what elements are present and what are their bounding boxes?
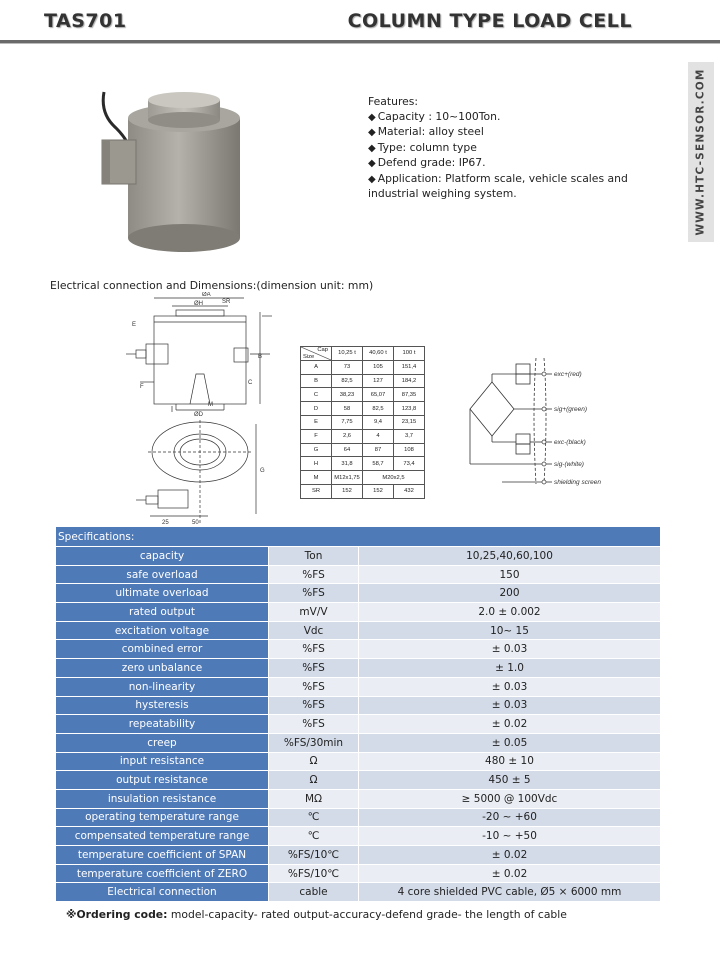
spec-unit: %FS/10℃ bbox=[269, 864, 359, 883]
spec-name: input resistance bbox=[56, 752, 269, 771]
spec-row bbox=[56, 883, 661, 902]
spec-value: ± 0.02 bbox=[359, 846, 661, 865]
spec-name: operating temperature range bbox=[56, 808, 269, 827]
spec-value: -20 ~ +60 bbox=[359, 808, 661, 827]
spec-row bbox=[56, 677, 661, 696]
features-title: Features: bbox=[368, 95, 419, 108]
spec-unit: %FS bbox=[269, 640, 359, 659]
spec-unit: %FS bbox=[269, 677, 359, 696]
spec-row bbox=[56, 827, 661, 846]
dim-row: G 64 87 108 bbox=[301, 443, 425, 457]
spec-value: 10,25,40,60,100 bbox=[359, 547, 661, 566]
spec-value: ± 0.03 bbox=[359, 696, 661, 715]
spec-value: 150 bbox=[359, 565, 661, 584]
spec-row bbox=[56, 659, 661, 678]
ordering-code bbox=[66, 908, 567, 921]
side-url-panel bbox=[688, 62, 714, 242]
spec-name: temperature coefficient of ZERO bbox=[56, 864, 269, 883]
dimension-drawing bbox=[110, 292, 285, 526]
header-divider bbox=[0, 40, 720, 44]
dim-row: B 82,5 127 184,2 bbox=[301, 374, 425, 388]
features-block bbox=[368, 95, 668, 202]
dim-row: M M12x1,75 M20x2,5 bbox=[301, 471, 425, 485]
dim-col-header: 100 t bbox=[394, 347, 425, 361]
dim-row: H 31,8 58,7 73,4 bbox=[301, 457, 425, 471]
wire-label-sig-neg: sig-(white) bbox=[554, 461, 584, 468]
spec-row bbox=[56, 846, 661, 865]
spec-name: rated output bbox=[56, 603, 269, 622]
spec-name: ultimate overload bbox=[56, 584, 269, 603]
spec-name: insulation resistance bbox=[56, 789, 269, 808]
dim-label-e: E bbox=[132, 322, 137, 328]
specifications-table bbox=[55, 526, 661, 902]
spec-value: ± 0.05 bbox=[359, 733, 661, 752]
spec-row bbox=[56, 621, 661, 640]
spec-unit: %FS bbox=[269, 584, 359, 603]
wire-label-shield: shielding screen bbox=[554, 479, 601, 486]
spec-unit: Ω bbox=[269, 752, 359, 771]
spec-row bbox=[56, 584, 661, 603]
feature-type: ◆ Type: column type bbox=[368, 141, 668, 157]
ordering-text: model-capacity- rated output-accuracy-defend grade- the length of cable bbox=[167, 908, 567, 921]
dim-label-m: M bbox=[208, 402, 213, 408]
dimension-table bbox=[300, 346, 425, 499]
feature-material: ◆ Material: alloy steel bbox=[368, 125, 668, 141]
spec-value: ± 0.03 bbox=[359, 640, 661, 659]
spec-unit: %FS bbox=[269, 659, 359, 678]
spec-unit: ℃ bbox=[269, 808, 359, 827]
spec-value: 200 bbox=[359, 584, 661, 603]
dim-label-25: 25 bbox=[162, 520, 169, 526]
spec-value: ≥ 5000 @ 100Vdc bbox=[359, 789, 661, 808]
dim-col-header: 10,25 t bbox=[332, 347, 363, 361]
spec-unit: %FS/10℃ bbox=[269, 846, 359, 865]
spec-row bbox=[56, 603, 661, 622]
spec-row bbox=[56, 640, 661, 659]
spec-header-row bbox=[56, 527, 661, 547]
dim-label-sr: SR bbox=[222, 299, 231, 305]
wire-label-exc-neg: exc-(black) bbox=[554, 439, 586, 446]
spec-name: combined error bbox=[56, 640, 269, 659]
model-title: TAS701 bbox=[44, 10, 127, 32]
spec-unit: Ω bbox=[269, 771, 359, 790]
spec-row bbox=[56, 771, 661, 790]
spec-unit: %FS bbox=[269, 565, 359, 584]
dim-label-f: F bbox=[140, 384, 144, 390]
dim-col-header: 40,60 t bbox=[363, 347, 394, 361]
spec-unit: Ton bbox=[269, 547, 359, 566]
dim-row: C 38,23 65,07 87,35 bbox=[301, 388, 425, 402]
spec-value: 480 ± 10 bbox=[359, 752, 661, 771]
spec-value: 450 ± 5 bbox=[359, 771, 661, 790]
spec-name: temperature coefficient of SPAN bbox=[56, 846, 269, 865]
spec-value: ± 0.03 bbox=[359, 677, 661, 696]
spec-name: compensated temperature range bbox=[56, 827, 269, 846]
load-cell-photo bbox=[82, 84, 252, 254]
spec-name: hysteresis bbox=[56, 696, 269, 715]
feature-capacity: ◆ Capacity : 10~100Ton. bbox=[368, 110, 668, 126]
spec-name: non-linearity bbox=[56, 677, 269, 696]
website-url: WWW.HTC-SENSOR.COM bbox=[695, 68, 707, 236]
dim-table-corner: Cap Size bbox=[301, 347, 332, 361]
dim-label-h: ØH bbox=[194, 301, 203, 307]
product-title: COLUMN TYPE LOAD CELL bbox=[347, 10, 632, 32]
spec-unit: %FS bbox=[269, 715, 359, 734]
dim-row: A 73 105 151,4 bbox=[301, 360, 425, 374]
spec-row bbox=[56, 715, 661, 734]
wire-label-sig-pos: sig+(green) bbox=[554, 406, 588, 413]
spec-name: Electrical connection bbox=[56, 883, 269, 902]
spec-name: repeatability bbox=[56, 715, 269, 734]
spec-value: ± 0.02 bbox=[359, 864, 661, 883]
spec-name: capacity bbox=[56, 547, 269, 566]
dim-row: D 58 82,5 123,8 bbox=[301, 402, 425, 416]
spec-name: safe overload bbox=[56, 565, 269, 584]
dim-row: E 7,75 9,4 23,15 bbox=[301, 415, 425, 429]
spec-value: ± 0.02 bbox=[359, 715, 661, 734]
dim-label-g: G bbox=[260, 468, 265, 474]
spec-name: excitation voltage bbox=[56, 621, 269, 640]
spec-value: 2.0 ± 0.002 bbox=[359, 603, 661, 622]
spec-row bbox=[56, 752, 661, 771]
spec-unit: %FS/30min bbox=[269, 733, 359, 752]
spec-value: 4 core shielded PVC cable, Ø5 × 6000 mm bbox=[359, 883, 661, 902]
spec-row bbox=[56, 864, 661, 883]
dim-row: SR 152 152 432 bbox=[301, 484, 425, 498]
dim-label-50: 50 bbox=[192, 520, 199, 526]
spec-unit: mV/V bbox=[269, 603, 359, 622]
spec-row bbox=[56, 789, 661, 808]
dim-label-a: ØA bbox=[202, 292, 211, 298]
spec-unit: cable bbox=[269, 883, 359, 902]
spec-row bbox=[56, 696, 661, 715]
spec-row bbox=[56, 565, 661, 584]
dim-label-b: B bbox=[258, 354, 263, 360]
wire-label-exc-pos: exc+(red) bbox=[554, 371, 582, 378]
dim-row: F 2,6 4 3,7 bbox=[301, 429, 425, 443]
spec-row bbox=[56, 808, 661, 827]
spec-name: output resistance bbox=[56, 771, 269, 790]
spec-name: creep bbox=[56, 733, 269, 752]
dim-table-header bbox=[301, 347, 425, 361]
spec-unit: ℃ bbox=[269, 827, 359, 846]
spec-value: -10 ~ +50 bbox=[359, 827, 661, 846]
spec-row bbox=[56, 733, 661, 752]
spec-unit: Vdc bbox=[269, 621, 359, 640]
spec-header: Specifications: bbox=[56, 527, 661, 547]
dim-label-d: ØD bbox=[194, 412, 203, 418]
spec-name: zero unbalance bbox=[56, 659, 269, 678]
spec-unit: %FS bbox=[269, 696, 359, 715]
ordering-label: ※Ordering code: bbox=[66, 908, 168, 921]
wiring-diagram bbox=[462, 352, 642, 492]
feature-defend-grade: ◆ Defend grade: IP67. bbox=[368, 156, 668, 172]
dim-label-c: C bbox=[248, 380, 253, 386]
spec-value: 10~ 15 bbox=[359, 621, 661, 640]
spec-value: ± 1.0 bbox=[359, 659, 661, 678]
section-label: Electrical connection and Dimensions:(dimension unit: mm) bbox=[50, 279, 374, 292]
feature-application: ◆ Application: Platform scale, vehicle scales and industrial weighing system. bbox=[368, 172, 668, 202]
spec-unit: MΩ bbox=[269, 789, 359, 808]
spec-row bbox=[56, 547, 661, 566]
